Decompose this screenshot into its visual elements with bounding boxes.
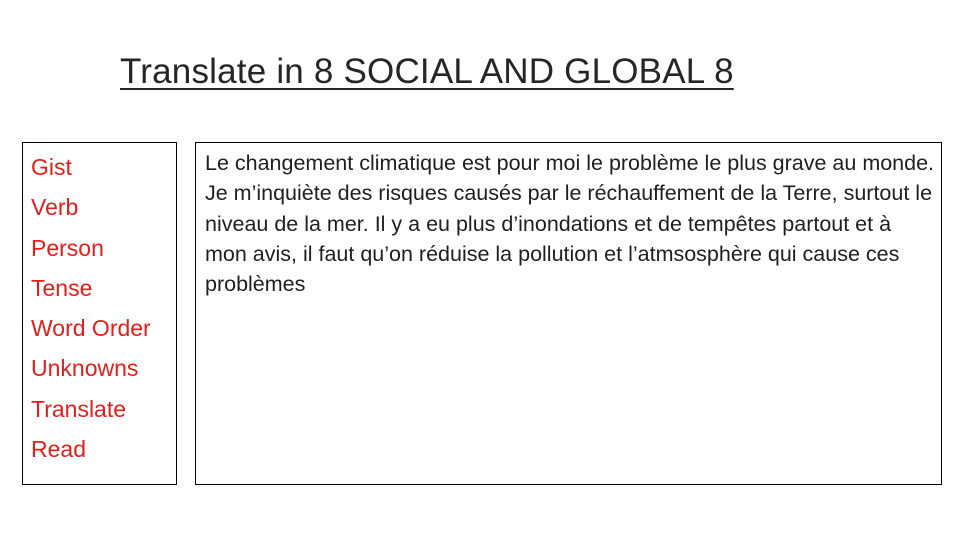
step-word-order: Word Order: [31, 315, 151, 342]
step-verb: Verb: [31, 194, 79, 221]
step-translate: Translate: [31, 395, 127, 422]
step-unknowns: Unknowns: [31, 355, 139, 382]
passage-box: [195, 142, 942, 485]
translation-steps-box: [22, 142, 177, 485]
step-person: Person: [31, 234, 104, 261]
step-gist: Gist: [31, 154, 72, 180]
french-passage: Le changement climatique est pour moi le problème le plus grave au monde. Je m’inquiète des risques causés par le réchauffement de la Terre, surtout le niveau de la mer. Il y a eu plus d’inondations et de tempêtes partout et à mon avis, il faut qu’on réduise la pollution et l’atmsosphère qui cause ces problèmes: [205, 151, 935, 297]
step-tense: Tense: [31, 274, 93, 301]
step-read: Read: [31, 436, 86, 463]
slide-title: Translate in 8 SOCIAL AND GLOBAL 8: [120, 52, 734, 91]
translation-steps-list: [31, 147, 151, 469]
